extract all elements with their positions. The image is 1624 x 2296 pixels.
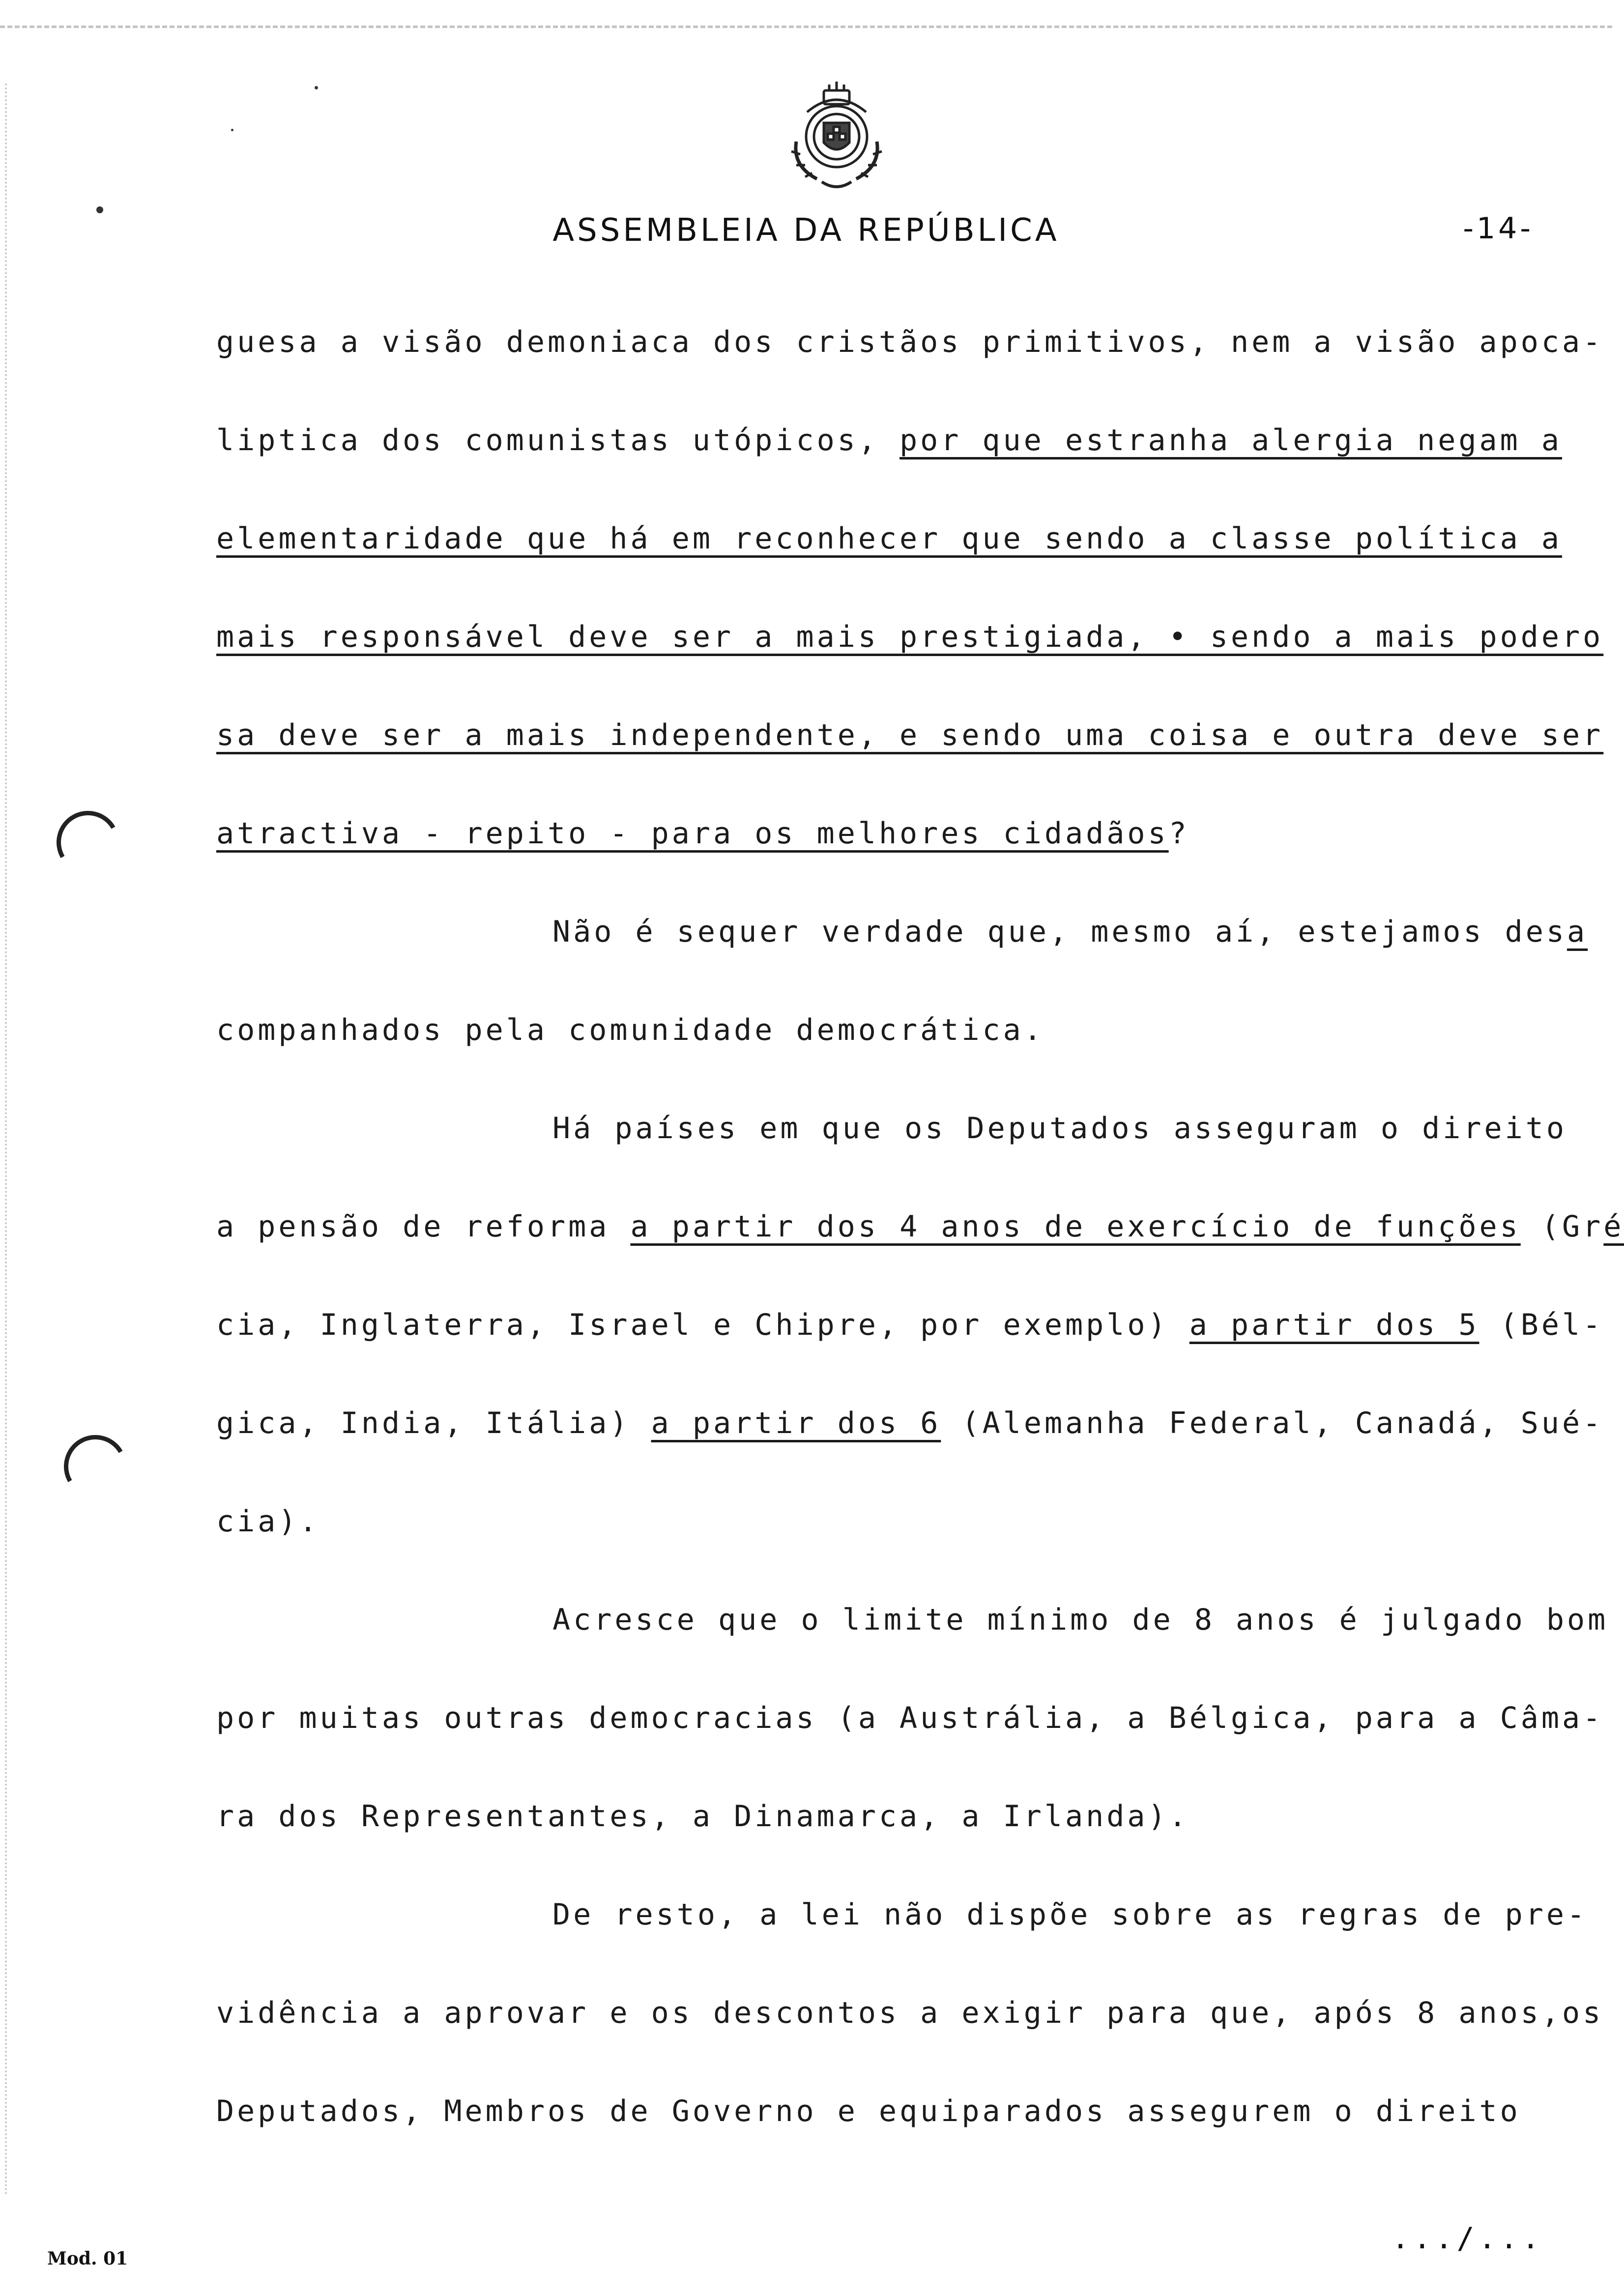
continuation-marker: .../... — [1392, 2221, 1543, 2256]
text-span: Não é sequer verdade que, mesmo aí, estejamos des — [552, 915, 1567, 949]
text-line — [216, 1866, 1588, 1964]
text-line — [216, 1079, 1567, 1177]
text-line — [216, 1276, 1604, 1374]
underlined-text: a partir dos 6 — [651, 1406, 941, 1440]
text-span: (Gr — [1520, 1209, 1604, 1244]
text-line — [216, 588, 1604, 686]
text-line — [216, 489, 1563, 588]
document-body — [216, 293, 1624, 2160]
underlined-text: é — [1603, 1209, 1624, 1244]
underlined-text: a — [1567, 915, 1588, 949]
text-line — [216, 1571, 1609, 1669]
text-line — [216, 1177, 1624, 1276]
text-span: companhados pela comunidade democrática. — [216, 1013, 1044, 1047]
text-span: Há países em que os Deputados asseguram o direito — [552, 1111, 1567, 1146]
document-header-title: ASSEMBLEIA DA REPÚBLICA — [552, 212, 1060, 249]
underlined-text: mais responsável deve ser a mais prestigiada, • sendo a mais podero — [216, 620, 1604, 654]
text-span: De resto, a lei não dispõe sobre as regras de pre- — [552, 1897, 1588, 1932]
text-line — [216, 293, 1604, 391]
form-code: Mod. 01 — [47, 2248, 128, 2269]
text-line — [216, 1964, 1604, 2062]
scan-speck — [315, 86, 318, 89]
text-line — [216, 981, 1563, 1079]
scan-top-edge — [0, 26, 1612, 28]
text-span: (Alemanha Federal, Canadá, Sué- — [941, 1406, 1604, 1440]
text-span: Acresce que o limite mínimo de 8 anos é julgado bom — [552, 1603, 1609, 1637]
text-span: vidência a aprovar e os descontos a exigir para que, após 8 anos,os — [216, 1996, 1604, 2030]
text-span: ra dos Representantes, a Dinamarca, a Irlanda). — [216, 1799, 1189, 1834]
text-line — [216, 2062, 1563, 2160]
text-span: a pensão de reforma — [216, 1209, 631, 1244]
punch-hole-mark — [57, 1428, 134, 1505]
text-span: (Bél- — [1479, 1308, 1604, 1342]
scan-left-edge — [5, 84, 7, 2197]
page-number: -14- — [1463, 211, 1534, 246]
text-line — [216, 1767, 1563, 1866]
text-line — [216, 883, 1588, 981]
text-line — [216, 1472, 1563, 1571]
text-span: ? — [1168, 816, 1189, 851]
text-span: gica, India, Itália) — [216, 1406, 651, 1440]
text-line — [216, 1669, 1604, 1767]
underlined-text: por que estranha alergia negam a — [899, 423, 1562, 458]
underlined-text: sa deve ser a mais independente, e sendo uma coisa e outra deve ser — [216, 718, 1604, 752]
underlined-text: elementaridade que há em reconhecer que sendo a classe política a — [216, 521, 1562, 556]
text-line — [216, 1374, 1604, 1472]
text-span: liptica dos comunistas utópicos, — [216, 423, 900, 458]
underlined-text: a partir dos 4 anos de exercício de funções — [630, 1209, 1521, 1244]
text-span: cia). — [216, 1504, 320, 1539]
underlined-text: atractiva - repito - para os melhores cidadãos — [216, 816, 1169, 851]
text-line — [216, 686, 1604, 784]
text-line — [216, 784, 1563, 883]
scan-speck — [231, 129, 233, 131]
underlined-text: a partir dos 5 — [1189, 1308, 1479, 1342]
text-span: cia, Inglaterra, Israel e Chipre, por exemplo) — [216, 1308, 1189, 1342]
text-span: Deputados, Membros de Governo e equiparados assegurem o direito — [216, 2094, 1521, 2128]
text-span: guesa a visão demoniaca dos cristãos primitivos, nem a visão apoca- — [216, 325, 1604, 359]
punch-hole-mark — [50, 804, 127, 881]
text-line — [216, 391, 1563, 489]
text-span: por muitas outras democracias (a Austrália, a Bélgica, para a Câma- — [216, 1701, 1604, 1735]
coat-of-arms-icon — [773, 68, 900, 196]
